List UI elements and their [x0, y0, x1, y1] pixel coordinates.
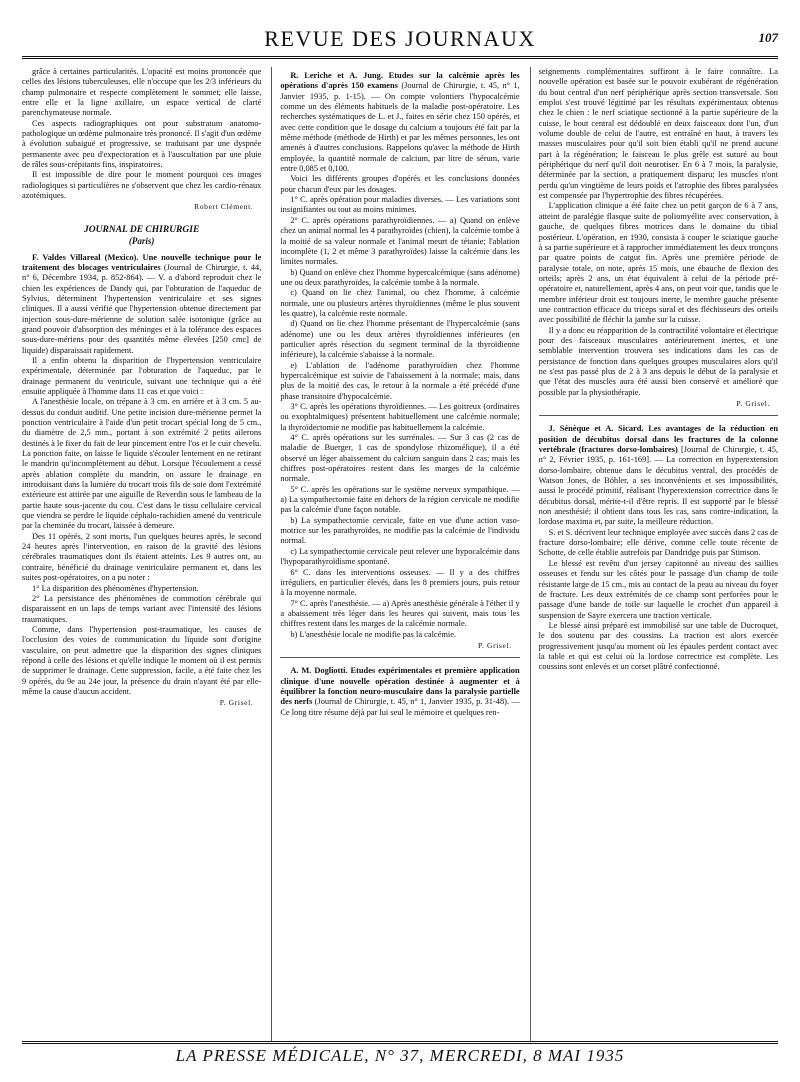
column-2 [271, 67, 519, 1042]
paragraph: seignements complémentaires suffiront à le faire connaître. La nouvelle opération est basée sur le pouvoir exubérant de régénération du bout central d'un nerf périphérique après section transversale. Son emploi s'est trouvé légitimé par les résultats expérimentaux obtenus chez le chien : le nerf sciatique sectionné à la partie supérieure de la cuisse, le bout central est dédoublé en deux faisceaux dont l'un, d'un volume double de celui de l'autre, est entraîné en haut, à travers les masses musculaires pour qu'il soit bien établi qu'il ne prend aucune part à la régénération; le faisceau le plus grêle est suturé au bout périphérique du nerf qu'il doit neurotiser. En 6 à 7 mois, la paralysie, déterminée par la section, a pratiquement disparu; les muscles n'ont perdu qu'un vingtième de leurs poids et l'atrophie des fibres paralysées est compensée par l'hypertrophie des fibres récupérées. [538, 67, 778, 201]
journal-title: REVUE DES JOURNAUX [264, 26, 536, 51]
paragraph: Il a enfin obtenu la disparition de l'hypertension ventriculaire expérimentale, déterminée par l'obturation de l'aqueduc, par le drainage permanent du ventricule, suivant une technique qui a été ensuite appliquée à l'homme dans 11 cas et que voici : [22, 355, 262, 396]
paragraph: L'application clinique a été faite chez un petit garçon de 6 à 7 ans, atteint de paralégie flasque suite de poliomyélite avec conservation, à gauche, de quelques fibres motrices dans le domaine du tibial postérieur. L'opération, en 1930, consista à couper le sciatique gauche à sa partie supérieure et à rapprocher immédiatement les deux tronçons par quatre points de catgut fin. Après une première période de paralysie totale, on note, après 15 mois, une ébauche de flexion des orteils; après 2 ans, un état équivalent à celui de la période pré-opératoire et, naturellement, après 4 ans, on peut voir que, tandis que le membre inférieur droit est toujours inerte, le membre gauche présente une contraction efficace du triceps sural et des fléchisseurs des orteils avec possibilité de fléchir la jambe sur la cuisse. [538, 201, 778, 325]
article-heading: F. Valdes Villareal (Mexico). Une nouvelle technique pour le traitement des blocages ventriculaires [22, 252, 262, 272]
author-signature: P. Grisel. [478, 640, 512, 650]
paragraph: 4° C. après opérations sur les surrénales. — Sur 3 cas (2 cas de maladie de Buerger, 1 cas de spondylose rhizomélique), il a été observé un léger abaissement du calcium sanguin dans 2 cas; mais les chiffres post-opératoires restent dans les marges de la calcémie normale. [280, 433, 520, 484]
paragraph: 1° La disparition des phénomènes d'hypertension. [32, 583, 199, 593]
paragraph: grâce à certaines particularités. L'opacité est moins prononcée que celles des lésions tuberculeuses, elle n'occupe que les 2/3 inférieurs du champ pulmonaire et respecte complètement le sommet; elle laisse, entre elle et la ligne axillaire, un espace vertical de clarté parenchymateuse normale. [22, 67, 262, 118]
paragraph: c) La sympathectomie cervicale peut relever une hypocalcémie dans l'hypoparathyroïdisme spontané. [280, 546, 520, 567]
article-reference: (Journal de Chirurgie, t. 45, n° 1, Janvier 1935, p. 1-15). — On compte volontiers l'hypocalcémie comme un des éléments habituels de la maladie post-opératoire. Les recherches systématiques de L. et J., faites en série chez 150 opérés, et avec cette condition que le dosage du calcium a toujours été fait par la même méthode (méthode de Hirth) et par les mêmes personnes, les ont amenés à d'autres conclusions. Rappelons qu'avec la méthode de Hirth employée, la quantité normale de calcium, par litre de sérum, varie entre 0,085 et 0,100. [280, 81, 520, 174]
article-reference: (Journal de Chirurgie, t. 45, n° 1, Janvier 1935, p. 31-48). — Ce long titre résume déjà par lui seul le mémoire et quelques ren- [280, 697, 520, 717]
paragraph: Le blessé ainsi préparé est immobilisé sur une table de Ducroquet, le dos soutenu par des coussins. La traction est alors exercée progressivement jusqu'au moment où les épaules perdent contact avec la table et qui est celui où la lordose correctrice est complète. Les coussins sont enlevés et un corset plâtré confectionné. [538, 620, 778, 672]
paragraph: e) L'ablation de l'adénome parathyroïdien chez l'homme hypercalcémique est suivie de l'abaissement à la normale; mais, dans plus de la moitié des cas, le retour à la normale a été précédé d'une phase transitoire d'hypocalcémie. [280, 360, 520, 401]
author-signature: P. Grisel. [219, 698, 254, 708]
paragraph: c) Quand on lie chez l'animal, ou chez l'homme, à calcémie normale, une ou plusieurs artères thyroïdiennes (même le plus souvent les quatre), la calcémie reste normale. [280, 288, 520, 318]
author-signature: P. Grisel. [736, 399, 770, 408]
paragraph: 2° La persistance des phénomènes de commotion cérébrale qui disparaissent en un laps de temps variant avec l'intensité des lésions traumatiques. [22, 593, 262, 624]
paragraph: Voici les différents groupes d'opérés et les conclusions données pour chacun d'eux par les dosages. [280, 174, 520, 194]
section-heading: JOURNAL DE CHIRURGIE [84, 224, 200, 235]
paragraph: Il y a donc eu réapparition de la contractilité volontaire et électrique pour des faisceaux musculaires antérieurement inertes, et une semblable intervention trouvera ses indications dans les cas de persistance de fonction dans quelques groupes musculaires alors qu'il ne s'est pas passé plus de 2 à 3 ans depuis le début de la paralysie et que l'état des muscles aura été aussi bien conservé et amélioré que possible par la physiothérapie. [538, 325, 778, 397]
article-heading: A. M. Dogliotti. Etudes expérimentales et première application clinique d'une nouvelle opération destinée à augmenter et à équilibrer la fonction neuro-musculaire dans la paralysie partielle des nerfs [280, 666, 520, 707]
article-reference: (Journal de Chirurgie, t. 44, n° 6, Décembre 1934, p. 852-864). — V. a d'abord reproduit chez le chien les expériences de Dandy qui, par l'obturation de l'aqueduc de Sylvius, déterminent l'hypertension ventriculaire et ses signes cliniques. Il a aussi vérifié que l'hypertension obtenue directement par injection sous-dure-mérienne de solution salée isotonique (grâce au grand pouvoir d'absorption des méninges et à la tolérance des espaces sous-dure-mériens pour des quantités même élevées [250 cmc] de liquide) disparaissait rapidement. [22, 262, 262, 355]
article-reference: [Journal de Chirurgie, t. 45, n° 2, Février 1935, p. 161-169]. — La correction en hyperextension dorso-lombaire, obtenue dans le décubitus ventral, des procédés de Watson Jones, de Böhler, a ses inconvénients et ses impossibilités, aussi le procédé primitif, réalisant l'hyperextension correctrice dans le décubitus dorsal, mérite-t-il d'être repris. Il est supporté par le blessé non anesthésié; il obtient dans tous les cas, sans contre-indication, la lordose maxima et, par suite, la meilleure réduction. [538, 445, 778, 527]
text-columns [22, 67, 778, 1042]
paragraph: Comme, dans l'hypertension post-traumatique, les causes de l'occlusion des voies de communication du liquide sont d'origine vasculaire, on peut admettre que la disparition des signes cliniques répond à celle des lésions et qu'elle indique le moment où il est permis de supprimer le drainage. Cette suppression, facile, a été faite chez les 9 opérés, du 9e au 24e jour, la présence du drain n'ayant été par elle-même la cause d'aucun accident. [22, 624, 262, 696]
paragraph: b) La sympathectomie cervicale, faite en vue d'une action vaso-motrice sur les parathyroïdes, ne modifie pas la calcémie de l'individu normal. [280, 515, 520, 546]
paragraph: b) L'anesthésie locale ne modifie pas la calcémie. [290, 629, 457, 639]
page-number: 107 [758, 30, 778, 45]
article-divider [280, 657, 519, 658]
article-entry [539, 424, 778, 527]
running-header [22, 24, 778, 59]
publication-footer: LA PRESSE MÉDICALE, N° 37, MERCREDI, 8 MAI 1935 [22, 1041, 778, 1066]
article-heading: J. Sénèque et A. Sicard. Les avantages de la réduction en position de décubitus dorsal dans les fractures de la colonne vertébrale (fractures dorso-lombaires) [538, 424, 778, 455]
paragraph: 7° C. après l'anesthésie. — a) Après anesthésie générale à l'éther il y a abaissement très léger dans les heures qui suivent, mais tous les chiffres restent dans les marges de la calcémie normale. [280, 598, 520, 629]
paragraph: b) Quand on enlève chez l'homme hypercalcémique (sans adénome) une ou deux parathyroïdes, la calcémie tombe à la normale. [280, 267, 520, 287]
column-3 [530, 67, 778, 1042]
paragraph: 3° C. après les opérations thyroïdiennes. — Les goitreux (ordinaires ou exophtalmiques) présentent habituellement une calcémie normale; la thyroïdectomie ne modifie pas habituellement la calcémie. [280, 402, 520, 432]
paragraph: Le blessé est revêtu d'un jersey capitonné au niveau des saillies osseuses et fendu sur les côtés pour le passage d'un champ de toile résistante large de 15 cm., mis au contact de la peau au niveau du foyer de fracture. Les deux extrémités de ce champ sont perforées pour le passage d'une bande de toile sur laquelle le crochet d'un appareil à suspension de Sayre exercera une traction verticale. [538, 558, 778, 620]
paragraph: Il est impossible de dire pour le moment pourquoi ces images radiologiques si particulières ne s'observent que chez les cardio-rénaux azotémiques. [22, 170, 262, 201]
author-signature: Robert Clément. [194, 202, 254, 212]
article-divider [539, 415, 778, 416]
paragraph: S. et S. décrivent leur technique employée avec succès dans 2 cas de fracture dorso-lombaire; elle dérive, comme celle toute récente de Schotte, de celle établie autrefois par Dandridge puis par Stimson. [538, 527, 778, 558]
paragraph: 5° C. après les opérations sur le système nerveux sympathique. — a) La sympathectomie faite en dehors de la région cervicale ne modifie pas la calcémie d'une façon notable. [280, 484, 520, 515]
paragraph: A l'anesthésie locale, on trépane à 3 cm. en arrière et à 3 cm. 5 au-dessus du conduit auditif. Une petite incision dure-mérienne permet la ponction ventriculaire à l'aide d'un petit trocart spécial long de 5 cm., du diamètre de 2,5 mm., portant à son extrémité 2 petits ailerons destinés à le fixer du fait de leur pincement entre l'os et le cuir chevelu. La ponction faite, on laisse le liquide s'écouler lentement en ne retirant le mandrin qu'incomplètement au début. Lorsque l'écoulement a cessé après ablation complète du mandrin, on assure le drainage en introduisant dans la lumière du trocart trois fils de soie dont l'extrémité extérieure est attirée par une aiguille de Reverdin sous le lambeau de la partie haute sous-jacente du cou. C'est dans le tissu cellulaire cervical que viendra se perdre le liquide céphalo-rachidien amené du ventricule par la cheminée du trocart, laissée à demeure. [22, 397, 262, 531]
article-entry [280, 666, 519, 718]
article-entry [22, 253, 261, 356]
section-subheading: (Paris) [128, 236, 155, 247]
article-entry [280, 71, 519, 174]
paragraph: Des 11 opérés, 2 sont morts, l'un quelques heures après, le second 24 heures après l'intervention, en raison de la gravité des lésions cérébrales traumatiques dont ils étaient atteints. Les 9 autres ont, au contraire, bénéficié du drainage ventriculaire permanent et, dans les suites post-opératoires, on a pu noter : [22, 531, 262, 583]
paragraph: 6° C. dans les interventions osseuses. — Il y a des chiffres irréguliers, en particulier élevés, dans les 8 premiers jours, puis retour à la moyenne normale. [280, 567, 520, 598]
column-1 [22, 67, 261, 1042]
paragraph: 1° C. après opération pour maladies diverses. — Les variations sont insignifiantes ou tout au moins minimes. [280, 195, 520, 215]
article-heading: R. Leriche et A. Jung. Etudes sur la calcémie après les opérations d'après 150 examens [280, 71, 520, 91]
paragraph: d) Quand on lie chez l'homme présentant de l'hypercalcémie (sans adénome) une ou les deux artères thyroïdiennes inférieures (en particulier après résection du segment terminal de la thyroïdienne inférieure), la calcémie s'abaisse à la normale. [280, 319, 520, 360]
paragraph: Ces aspects radiographiques ont pour substratum anatomo-pathologique un œdème pulmonaire très prononcé. Il s'agit d'un œdème à évolution subaiguë et progressive, se traduisant par une dyspnée permanente avec peu d'expectoration et à l'auscultation par une pluie de râles sous-crépitants fins, inspiratoires. [22, 118, 262, 170]
paragraph: 2° C. après opérations parathyroïdiennes. — a) Quand on enlève chez un animal normal les 4 parathyroïdes (chien), la calcémie tombe à la moitié de sa valeur normale et l'animal meurt de tétanie; l'ablation incomplète (1, 2 et même 3 parathyroïdes) laisse la calcémie dans les limites normales. [280, 215, 520, 267]
